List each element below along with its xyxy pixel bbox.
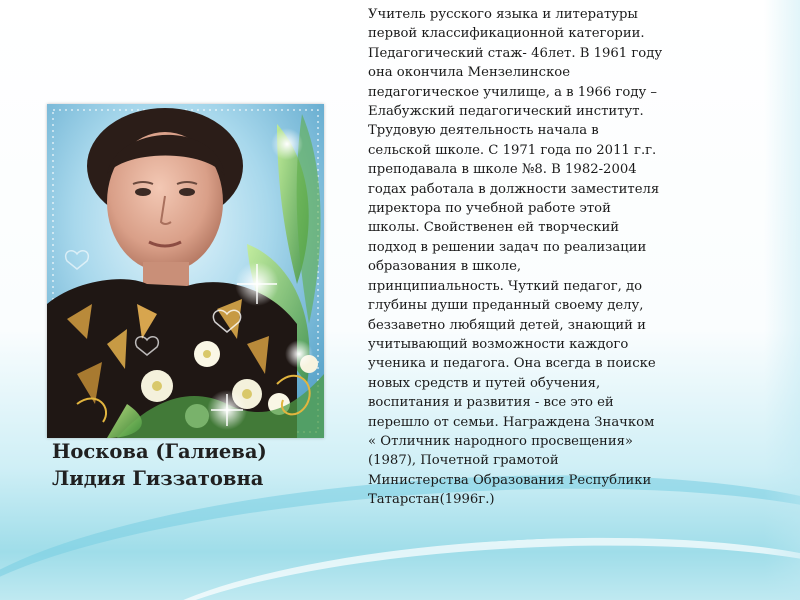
bio-line: воспитания и развития - все это ей bbox=[368, 395, 614, 411]
bio-line: годах работала в должности заместителя bbox=[368, 181, 660, 197]
bio-line: педагогическое училище, а в 1966 году – bbox=[368, 84, 658, 100]
bio-line: сельской школе. С 1971 года по 2011 г.г. bbox=[368, 142, 657, 158]
bio-line: подход в решении задач по реализации bbox=[368, 239, 647, 255]
slide-edge-shade bbox=[764, 0, 800, 600]
bio-line: учитывающий возможности каждого bbox=[368, 336, 629, 352]
bio-line: беззаветно любящий детей, знающий и bbox=[368, 317, 646, 333]
bio-line: глубины души преданный своему делу, bbox=[368, 298, 644, 314]
portrait-photo bbox=[47, 104, 324, 438]
bio-line: образования в школе, bbox=[368, 259, 522, 275]
bio-line: Трудовую деятельность начала в bbox=[368, 123, 599, 139]
bio-line: директора по учебной работе этой bbox=[368, 201, 611, 217]
bio-line: новых средств и путей обучения, bbox=[368, 375, 601, 391]
bio-line: (1987), Почетной грамотой bbox=[368, 453, 559, 469]
person-name-line-2: Лидия Гиззатовна bbox=[52, 467, 264, 490]
bio-line: первой классификационной категории. bbox=[368, 26, 645, 42]
bio-line: ученика и педагога. Она всегда в поиске bbox=[368, 356, 656, 372]
person-name-line-1: Носкова (Галиева) bbox=[52, 440, 267, 463]
bio-line: Министерства Образования Республики bbox=[368, 472, 652, 488]
biography-text bbox=[368, 5, 740, 510]
bio-line: преподавала в школе №8. В 1982-2004 bbox=[368, 162, 637, 178]
bio-line: Елабужский педагогический институт. bbox=[368, 104, 644, 120]
bio-line: Татарстан(1996г.) bbox=[368, 492, 495, 508]
bio-line: школы. Свойственен ей творческий bbox=[368, 220, 620, 236]
person-name bbox=[52, 438, 332, 492]
bio-line: она окончила Мензелинское bbox=[368, 65, 571, 81]
bio-line: « Отличник народного просвещения» bbox=[368, 433, 634, 449]
bio-line: Учитель русского языка и литературы bbox=[368, 7, 638, 22]
bio-line: Педагогический стаж- 46лет. В 1961 году bbox=[368, 45, 663, 61]
bio-line: перешло от семьи. Награждена Значком bbox=[368, 414, 655, 430]
bio-line: принципиальность. Чуткий педагог, до bbox=[368, 278, 643, 294]
